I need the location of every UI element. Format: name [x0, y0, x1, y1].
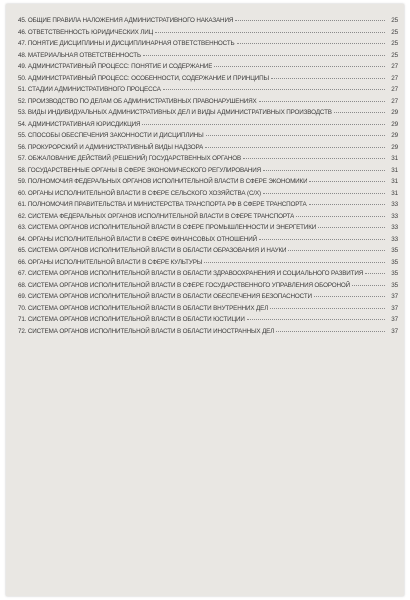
toc-entry — [18, 84, 398, 96]
toc-entry-page-number: 27 — [391, 63, 398, 70]
toc-entry-page-number: 27 — [391, 86, 398, 93]
toc-entry-page-number: 25 — [391, 51, 398, 59]
toc-entry — [18, 50, 398, 62]
toc-entry-page-number: 27 — [391, 97, 398, 105]
toc-entry-title: 52. ПРОИЗВОДСТВО ПО ДЕЛАМ ОБ АДМИНИСТРАТИВНЫХ ПРАВОНАРУШЕНИЯХ — [18, 97, 257, 105]
toc-entry-page-number: 35 — [391, 270, 398, 277]
toc-entry-page-number: 25 — [391, 17, 398, 24]
toc-entry-page-number: 33 — [391, 212, 398, 220]
dot-leader — [352, 284, 385, 286]
toc-entry-page-number: 29 — [391, 120, 398, 128]
toc-entry — [18, 153, 398, 165]
toc-entry-title: 65. СИСТЕМА ОРГАНОВ ИСПОЛНИТЕЛЬНОЙ ВЛАСТИ В ОБЛАСТИ ОБРАЗОВАНИЯ И НАУКИ — [18, 247, 287, 254]
dot-leader — [288, 249, 385, 251]
toc-entry-page-number: 31 — [391, 189, 398, 197]
dot-leader — [263, 169, 385, 171]
toc-entry — [18, 222, 398, 234]
toc-entry-title: 67. СИСТЕМА ОРГАНОВ ИСПОЛНИТЕЛЬНОЙ ВЛАСТИ В ОБЛАСТИ ЗДРАВООХРАНЕНИЯ И СОЦИАЛЬНОГО РАЗВИТИЯ — [18, 270, 364, 277]
toc-entry-title: 72. СИСТЕМА ОРГАНОВ ИСПОЛНИТЕЛЬНОЙ ВЛАСТИ В ОБЛАСТИ ИНОСТРАННЫХ ДЕЛ — [18, 327, 275, 335]
dot-leader — [296, 215, 385, 217]
toc-entry-title: 71. СИСТЕМА ОРГАНОВ ИСПОЛНИТЕЛЬНОЙ ВЛАСТИ В ОБЛАСТИ ЮСТИЦИИ — [18, 316, 245, 323]
toc-entry — [18, 27, 398, 39]
toc-entry-page-number: 29 — [391, 143, 398, 151]
toc-entry-title: 46. ОТВЕТСТВЕННОСТЬ ЮРИДИЧЕСКИХ ЛИЦ — [18, 28, 154, 36]
toc-entry-title: 59. ПОЛНОМОЧИЯ ФЕДЕРАЛЬНЫХ ОРГАНОВ ИСПОЛНИТЕЛЬНОЙ ВЛАСТИ В СФЕРЕ ЭКОНОМИКИ — [18, 178, 308, 185]
dot-leader — [259, 238, 385, 240]
toc-entry-title: 48. МАТЕРИАЛЬНАЯ ОТВЕТСТВЕННОСТЬ — [18, 51, 141, 59]
toc-entry — [18, 130, 398, 142]
toc-entry-page-number: 37 — [391, 327, 398, 335]
toc-entry — [18, 119, 398, 131]
toc-entry-page-number: 35 — [391, 258, 398, 266]
toc-entry-page-number: 37 — [391, 316, 398, 323]
toc-entry — [18, 245, 398, 257]
toc-entry-title: 63. СИСТЕМА ОРГАНОВ ИСПОЛНИТЕЛЬНОЙ ВЛАСТИ В СФЕРЕ ПРОМЫШЛЕННОСТИ И ЭНЕРГЕТИКИ — [18, 224, 317, 231]
toc-entry — [18, 234, 398, 246]
toc-entry-title: 47. ПОНЯТИЕ ДИСЦИПЛИНЫ И ДИСЦИПЛИНАРНАЯ ОТВЕТСТВЕННОСТЬ — [18, 40, 235, 47]
toc-entry-title: 56. ПРОКУРОРСКИЙ И АДМИНИСТРАТИВНЫЙ ВИДЫ НАДЗОРА — [18, 143, 204, 151]
toc-entry-title: 54. АДМИНИСТРАТИВНАЯ ЮРИСДИКЦИЯ — [18, 120, 141, 128]
toc-entry-page-number: 31 — [391, 155, 398, 162]
toc-entry — [18, 15, 398, 27]
dot-leader — [271, 77, 385, 79]
dot-leader — [276, 330, 385, 332]
dot-leader — [143, 54, 385, 56]
toc-entry-title: 55. СПОСОБЫ ОБЕСПЕЧЕНИЯ ЗАКОННОСТИ И ДИСЦИПЛИНЫ — [18, 132, 204, 139]
toc-entry — [18, 291, 398, 303]
dot-leader — [334, 111, 385, 113]
toc-entry — [18, 61, 398, 73]
toc-entry-title: 49. АДМИНИСТРАТИВНЫЙ ПРОЦЕСС: ПОНЯТИЕ И СОДЕРЖАНИЕ — [18, 63, 213, 70]
toc-entry — [18, 73, 398, 85]
dot-leader — [237, 42, 385, 44]
toc-entry — [18, 326, 398, 338]
toc-entry — [18, 188, 398, 200]
toc-entry-page-number: 25 — [391, 28, 398, 36]
toc-entry-page-number: 29 — [391, 132, 398, 139]
toc-entry — [18, 107, 398, 119]
toc-entry-title: 62. СИСТЕМА ФЕДЕРАЛЬНЫХ ОРГАНОВ ИСПОЛНИТЕЛЬНОЙ ВЛАСТИ В СФЕРЕ ТРАНСПОРТА — [18, 212, 295, 220]
toc-entry-page-number: 33 — [391, 224, 398, 231]
toc-entry-title: 68. СИСТЕМА ОРГАНОВ ИСПОЛНИТЕЛЬНОЙ ВЛАСТИ В СФЕРЕ ГОСУДАРСТВЕННОГО УПРАВЛЕНИЯ ОБОРОНОЙ — [18, 281, 351, 289]
toc-entry-page-number: 37 — [391, 293, 398, 300]
toc-entry — [18, 38, 398, 50]
toc-entry — [18, 96, 398, 108]
dot-leader — [314, 295, 385, 297]
dot-leader — [205, 146, 385, 148]
dot-leader — [309, 203, 385, 205]
toc-entry-title: 64. ОРГАНЫ ИСПОЛНИТЕЛЬНОЙ ВЛАСТИ В СФЕРЕ ФИНАНСОВЫХ ОТНОШЕНИЙ — [18, 235, 257, 243]
dot-leader — [163, 88, 385, 90]
dot-leader — [318, 226, 385, 228]
toc-entry-title: 50. АДМИНИСТРАТИВНЫЙ ПРОЦЕСС: ОСОБЕННОСТИ, СОДЕРЖАНИЕ И ПРИНЦИПЫ — [18, 74, 269, 82]
dot-leader — [155, 31, 385, 33]
toc-entry — [18, 268, 398, 280]
toc-entry — [18, 176, 398, 188]
toc-entry — [18, 314, 398, 326]
dot-leader — [365, 272, 385, 274]
toc-entry-title: 51. СТАДИИ АДМИНИСТРАТИВНОГО ПРОЦЕССА — [18, 86, 161, 93]
toc-entry-title: 57. ОБЖАЛОВАНИЕ ДЕЙСТВИЙ (РЕШЕНИЙ) ГОСУДАРСТВЕННЫХ ОРГАНОВ — [18, 155, 242, 162]
toc-entry-title: 66. ОРГАНЫ ИСПОЛНИТЕЛЬНОЙ ВЛАСТИ В СФЕРЕ КУЛЬТУРЫ — [18, 258, 203, 266]
toc-entry-page-number: 29 — [391, 109, 398, 116]
dot-leader — [247, 318, 385, 320]
dot-leader — [309, 180, 385, 182]
dot-leader — [214, 65, 385, 67]
dot-leader — [142, 123, 385, 125]
toc-entry-page-number: 35 — [391, 247, 398, 254]
toc-entry-title: 69. СИСТЕМА ОРГАНОВ ИСПОЛНИТЕЛЬНОЙ ВЛАСТИ В ОБЛАСТИ ОБЕСПЕЧЕНИЯ БЕЗОПАСНОСТИ — [18, 293, 312, 300]
dot-leader — [263, 192, 385, 194]
toc-entry-page-number: 35 — [391, 281, 398, 289]
toc-entry-page-number: 27 — [391, 74, 398, 82]
toc-entry — [18, 280, 398, 292]
dot-leader — [270, 307, 385, 309]
toc-entry — [18, 211, 398, 223]
toc-entry-page-number: 31 — [391, 178, 398, 185]
toc-entry-page-number: 25 — [391, 40, 398, 47]
toc-entry — [18, 165, 398, 177]
toc-entry-title: 60. ОРГАНЫ ИСПОЛНИТЕЛЬНОЙ ВЛАСТИ В СФЕРЕ СЕЛЬСКОГО ХОЗЯЙСТВА (С/Х) — [18, 189, 261, 197]
dot-leader — [206, 134, 385, 136]
toc-entry-title: 70. СИСТЕМА ОРГАНОВ ИСПОЛНИТЕЛЬНОЙ ВЛАСТИ В ОБЛАСТИ ВНУТРЕННИХ ДЕЛ — [18, 304, 269, 312]
table-of-contents — [18, 15, 398, 337]
dot-leader — [235, 19, 385, 21]
toc-entry — [18, 142, 398, 154]
dot-leader — [204, 261, 385, 263]
toc-entry-page-number: 33 — [391, 201, 398, 208]
toc-entry — [18, 257, 398, 269]
toc-entry-title: 53. ВИДЫ ИНДИВИДУАЛЬНЫХ АДМИНИСТРАТИВНЫХ ДЕЛ И ВИДЫ АДМИНИСТРАТИВНЫХ ПРОИЗВОДСТВ — [18, 109, 332, 116]
book-page — [6, 4, 404, 596]
dot-leader — [243, 157, 385, 159]
toc-entry-title: 45. ОБЩИЕ ПРАВИЛА НАЛОЖЕНИЯ АДМИНИСТРАТИВНОГО НАКАЗАНИЯ — [18, 17, 234, 24]
dot-leader — [259, 100, 385, 102]
toc-entry — [18, 303, 398, 315]
toc-entry-title: 58. ГОСУДАРСТВЕННЫЕ ОРГАНЫ В СФЕРЕ ЭКОНОМИЧЕСКОГО РЕГУЛИРОВАНИЯ — [18, 166, 262, 174]
toc-entry-title: 61. ПОЛНОМОЧИЯ ПРАВИТЕЛЬСТВА И МИНИСТЕРСТВА ТРАНСПОРТА РФ В СФЕРЕ ТРАНСПОРТА — [18, 201, 307, 208]
toc-entry-page-number: 37 — [391, 304, 398, 312]
toc-entry-page-number: 33 — [391, 235, 398, 243]
toc-entry-page-number: 31 — [391, 166, 398, 174]
toc-entry — [18, 199, 398, 211]
